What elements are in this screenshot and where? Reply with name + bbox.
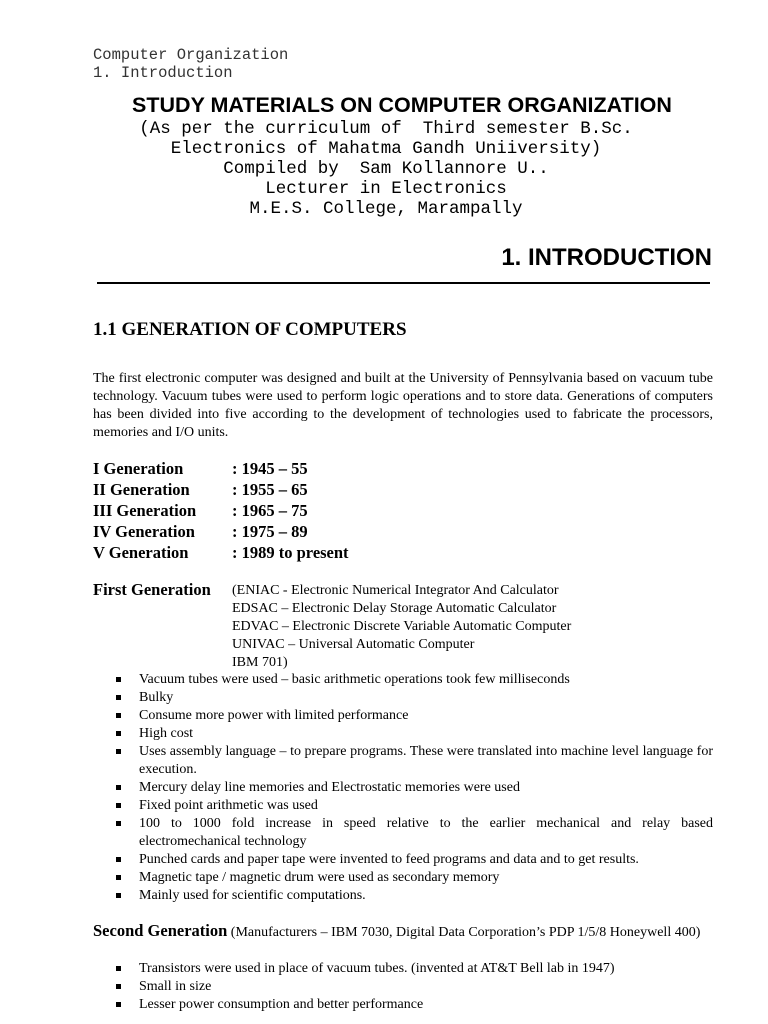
bullet-square-icon [116,984,121,989]
bullet-square-icon [116,966,121,971]
list-item-text: Small in size [139,979,212,994]
running-header [93,46,288,82]
subtitle-line: Electronics of Mahatma Gandh Uniiversity) [170,139,602,159]
machine-line: UNIVAC – Universal Automatic Computer [232,637,475,652]
bullet-square-icon [116,1002,121,1007]
generation-name: I Generation [93,459,184,478]
list-item [93,978,713,996]
subtitle-line: Compiled by Sam Kollannore U.. [223,159,549,179]
bullet-square-icon [116,857,121,862]
generation-row [93,458,349,479]
machine-line: EDVAC – Electronic Discrete Variable Automatic Computer [232,619,572,634]
bullet-square-icon [116,677,121,682]
first-generation-points [93,671,713,905]
machine-line: EDSAC – Electronic Delay Storage Automatic Calculator [232,601,557,616]
list-item [93,887,713,905]
document-title: STUDY MATERIALS ON COMPUTER ORGANIZATION [132,93,672,117]
list-item-text: Uses assembly language – to prepare programs. These were translated into machine level language for execution. [139,744,713,777]
generation-name: III Generation [93,501,197,520]
chapter-divider [97,282,710,284]
list-item [93,725,713,743]
list-item-text: Bulky [139,690,174,705]
machine-line: (ENIAC - Electronic Numerical Integrator And Calculator [232,583,559,598]
list-item-text: Consume more power with limited performance [139,708,409,723]
generation-row [93,542,349,563]
bullet-square-icon [116,713,121,718]
list-item-text: 100 to 1000 fold increase in speed relative to the earlier mechanical and relay based electromechanical technology [139,816,713,849]
generation-name: IV Generation [93,522,195,541]
list-item [93,743,713,779]
list-item [93,851,713,869]
header-course: Computer Organization [93,46,289,64]
bullet-square-icon [116,803,121,808]
generation-period: : 1975 – 89 [232,522,308,541]
bullet-square-icon [116,695,121,700]
generation-period: : 1955 – 65 [232,480,308,499]
bullet-square-icon [116,875,121,880]
subtitle-line: (As per the curriculum of Third semester B.Sc. [139,119,633,139]
generation-name: V Generation [93,543,189,562]
header-chapter: 1. Introduction [93,64,233,82]
second-generation-heading [93,922,713,942]
first-generation-block [93,580,572,670]
list-item [93,869,713,887]
bullet-square-icon [116,821,121,826]
generation-period: : 1989 to present [232,543,349,562]
second-generation-points [93,960,713,1014]
document-subtitle [0,119,768,219]
second-generation-label: Second Generation [93,921,228,940]
second-generation-manufacturers: (Manufacturers – IBM 7030, Digital Data Corporation’s PDP 1/5/8 Honeywell 400) [227,925,701,940]
bullet-square-icon [116,731,121,736]
bullet-square-icon [116,749,121,754]
list-item [93,671,713,689]
subtitle-line: M.E.S. College, Marampally [249,199,523,219]
generation-row [93,479,349,500]
list-item [93,815,713,851]
list-item-text: Mercury delay line memories and Electrostatic memories were used [139,780,520,795]
list-item [93,689,713,707]
list-item [93,960,713,978]
first-generation-label: First Generation [93,580,211,599]
first-generation-machines [232,582,732,672]
subtitle-line: Lecturer in Electronics [265,179,507,199]
bullet-square-icon [116,893,121,898]
generation-row [93,500,349,521]
bullet-square-icon [116,785,121,790]
generation-row [93,521,349,542]
generation-list [93,458,349,563]
list-item-text: Vacuum tubes were used – basic arithmetic operations took few milliseconds [139,672,570,687]
list-item-text: Mainly used for scientific computations. [139,888,366,903]
list-item [93,996,713,1014]
list-item [93,797,713,815]
list-item-text: Magnetic tape / magnetic drum were used as secondary memory [139,870,500,885]
generation-name: II Generation [93,480,190,499]
list-item-text: Lesser power consumption and better performance [139,997,424,1012]
list-item-text: High cost [139,726,194,741]
list-item [93,779,713,797]
list-item-text: Punched cards and paper tape were invented to feed programs and data and to get results. [139,852,639,867]
intro-paragraph: The first electronic computer was designed and built at the University of Pennsylvania based on vacuum tube technology. Vacuum tubes were used to perform logic operations and to store data. Generations of computers has been divided into five according to the development of technologies used to fabricate the processors, memories and I/O units. [93,371,713,440]
generation-period: : 1945 – 55 [232,459,308,478]
section-heading: 1.1 GENERATION OF COMPUTERS [93,319,407,340]
chapter-title: 1. INTRODUCTION [501,244,712,271]
machine-line: IBM 701) [232,655,288,670]
list-item [93,707,713,725]
list-item-text: Fixed point arithmetic was used [139,798,318,813]
generation-period: : 1965 – 75 [232,501,308,520]
list-item-text: Transistors were used in place of vacuum tubes. (invented at AT&T Bell lab in 1947) [139,961,615,976]
